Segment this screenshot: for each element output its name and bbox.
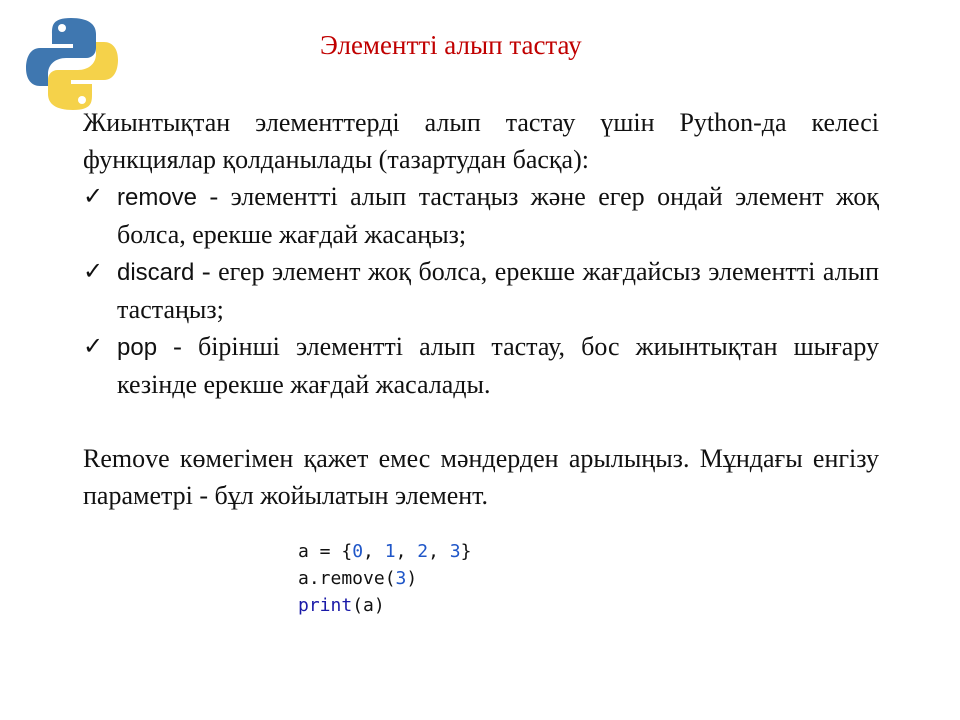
function-list xyxy=(83,178,879,403)
term-discard: discard xyxy=(117,259,195,286)
list-item xyxy=(83,328,879,403)
item-text: - элементті алып тастаңыз және егер ондай элемент жоқ болса, ерекше жағдай жасаңыз; xyxy=(117,182,879,249)
checkmark-icon: ✓ xyxy=(83,257,104,285)
item-text: - егер элемент жоқ болса, ерекше жағдайсыз элементті алып тастаңыз; xyxy=(117,257,879,324)
intro-paragraph: Жиынтықтан элементтерді алып тастау үшін Python-да келесі функциялар қолданылады (тазартудан басқа): xyxy=(83,108,879,174)
code-line: a = {0, 1, 2, 3} xyxy=(298,541,472,562)
page-title: Элементті алып тастау xyxy=(320,30,582,60)
list-item xyxy=(83,178,879,253)
term-pop: pop xyxy=(117,334,158,361)
checkmark-icon: ✓ xyxy=(83,332,104,360)
checkmark-icon: ✓ xyxy=(83,182,104,210)
outro-paragraph: Remove көмегімен қажет емес мәндерден арылыңыз. Мұндағы енгізу параметрі - бұл жойылатын элемент. xyxy=(83,444,879,510)
code-block xyxy=(298,538,471,619)
code-line: a.remove(3) xyxy=(298,568,418,589)
content-body xyxy=(83,104,879,514)
python-logo-icon xyxy=(22,14,122,114)
list-item xyxy=(83,253,879,328)
term-remove: remove xyxy=(117,184,198,211)
item-text: - бірінші элементті алып тастау, бос жиынтықтан шығару кезінде ерекше жағдай жасалады. xyxy=(117,332,879,399)
code-line: print(a) xyxy=(298,595,385,616)
